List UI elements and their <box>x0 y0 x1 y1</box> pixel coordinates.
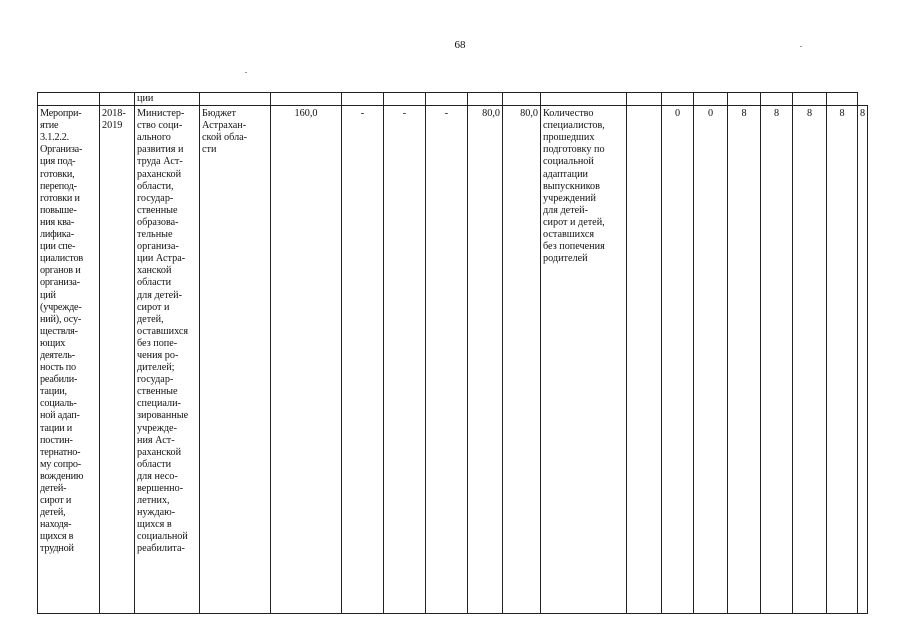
target-value-cell: 8 <box>827 106 858 614</box>
event-name-line: циалистов <box>40 253 83 265</box>
executor-line: дителей; <box>137 362 175 374</box>
event-name-line: детей, <box>40 507 66 519</box>
event-name-cell <box>38 106 100 614</box>
executor-line: Министер- <box>137 108 185 120</box>
executor-line: для несо- <box>137 470 178 482</box>
cell-empty <box>728 93 761 106</box>
executor-line: детей, <box>137 313 164 325</box>
event-name-line: находя- <box>40 519 72 531</box>
executor-line: области, <box>137 180 174 192</box>
funding-source-line: Бюджет <box>202 108 237 120</box>
executor-line: социальной <box>137 531 188 543</box>
event-name-line: трудной <box>40 543 74 555</box>
executor-line: специали- <box>137 398 181 410</box>
cell-empty <box>627 93 662 106</box>
indicator-line: учреждений <box>543 192 596 204</box>
event-name-line: ность по <box>40 362 76 374</box>
finance-cell: - <box>342 106 384 614</box>
executor-line: развития и <box>137 144 184 156</box>
target-value-cell: 0 <box>694 106 728 614</box>
event-name-line: ществля- <box>40 325 78 337</box>
cell-empty <box>100 93 135 106</box>
executor-line: сирот и <box>137 301 170 313</box>
executor-line: образова- <box>137 216 179 228</box>
cell-empty <box>761 93 793 106</box>
executor-line: без попе- <box>137 337 178 349</box>
event-name-line: тации, <box>40 386 67 398</box>
indicator-line: Количество <box>543 108 594 120</box>
program-table <box>37 92 868 614</box>
event-name-line: 3.1.2.2. <box>40 132 69 144</box>
event-name-line: щихся в <box>40 531 74 543</box>
event-name-line: реабили- <box>40 374 78 386</box>
event-name-line: Организа- <box>40 144 83 156</box>
table-continuation-row <box>38 93 868 106</box>
indicator-cell <box>541 106 627 614</box>
finance-cell: - <box>426 106 468 614</box>
executor-line: оставшихся <box>137 325 189 337</box>
event-source-cell <box>200 106 271 614</box>
executor-line: летних, <box>137 495 170 507</box>
executor-line: вершенно- <box>137 483 184 494</box>
funding-source-line: сти <box>202 144 217 156</box>
cell-empty <box>384 93 426 106</box>
executor-line: нуждаю- <box>137 507 176 519</box>
indicator-line: прошедших <box>543 132 595 144</box>
executor-line: реабилита- <box>137 543 185 555</box>
event-name-line: Меропри- <box>40 108 82 120</box>
cell-empty <box>468 93 503 106</box>
event-name-line: ции спе- <box>40 241 76 253</box>
cell-empty <box>503 93 541 106</box>
indicator-line: родителей <box>543 253 588 265</box>
event-name-line: перепод- <box>40 180 77 192</box>
event-name-line: лифика- <box>40 229 74 241</box>
indicator-line: специалистов, <box>543 120 605 132</box>
event-name-line: ющих <box>40 337 66 349</box>
executor-line: области <box>137 277 172 289</box>
event-name-line: вождению <box>40 470 84 482</box>
table-row-event <box>38 106 868 614</box>
executor-line: труда Аст- <box>137 156 183 168</box>
executor-line: учрежде- <box>137 422 177 434</box>
event-total-cell: 160,0 <box>271 106 342 614</box>
cell-empty <box>271 93 342 106</box>
executor-line: организа- <box>137 241 179 253</box>
executor-line: чения ро- <box>137 349 179 361</box>
target-value-cell: 8 <box>761 106 793 614</box>
indicator-line: подготовку по <box>543 144 605 156</box>
executor-line: ального <box>137 132 171 144</box>
cell-empty <box>342 93 384 106</box>
executor-line: ции Астра- <box>137 253 186 265</box>
event-years-line: 2019 <box>102 120 123 132</box>
cell-empty <box>827 93 858 106</box>
finance-cell: 80,0 <box>503 106 541 614</box>
cell-empty <box>694 93 728 106</box>
target-value-cell: 8 <box>728 106 761 614</box>
target-value-cell: 8 <box>793 106 827 614</box>
event-name-line: ций <box>40 289 56 301</box>
executor-line: государ- <box>137 374 174 386</box>
event-name-line: тернатно- <box>40 446 81 458</box>
finance-cell: 80,0 <box>468 106 503 614</box>
executor-line: ственные <box>137 204 178 216</box>
event-name-line: му сопро- <box>40 458 81 470</box>
event-name-line: ния ква- <box>40 216 75 228</box>
cell-empty <box>541 93 627 106</box>
event-name-line: организа- <box>40 277 80 289</box>
event-name-line: (учрежде- <box>40 301 82 313</box>
event-name-line: повыше- <box>40 204 77 216</box>
indicator-line: социальной <box>543 156 594 168</box>
scan-speck <box>245 72 247 73</box>
executor-line: ственные <box>137 386 178 398</box>
event-name-line: детей- <box>40 483 67 494</box>
event-name-line: готовки и <box>40 192 80 204</box>
event-name-line: органов и <box>40 265 81 277</box>
indicator-line: оставшихся <box>543 229 595 241</box>
event-name-line: постин- <box>40 434 73 446</box>
finance-cell: - <box>384 106 426 614</box>
executor-line: ханской <box>137 265 172 277</box>
executor-line: государ- <box>137 192 174 204</box>
event-name-line: деятель- <box>40 349 75 361</box>
funding-source-line: Астрахан- <box>202 120 247 132</box>
continuation-text: ции <box>135 93 200 106</box>
event-years-line: 2018- <box>102 108 126 120</box>
target-value-cell: 8 <box>858 106 868 614</box>
indicator-line: для детей- <box>543 204 589 216</box>
executor-line: зированные <box>137 410 189 422</box>
event-name-line: готовки, <box>40 168 75 180</box>
executor-line: области <box>137 458 172 470</box>
event-name-line: тации и <box>40 422 73 434</box>
indicator-line: сирот и детей, <box>543 216 605 228</box>
indicator-line: адаптации <box>543 168 588 180</box>
executor-line: ство соци- <box>137 120 183 132</box>
indicator-line: выпускников <box>543 180 600 192</box>
cell-empty <box>793 93 827 106</box>
funding-source-line: ской обла- <box>202 132 248 144</box>
event-name-line: сирот и <box>40 495 72 507</box>
cell-empty <box>200 93 271 106</box>
indicator-line: без попечения <box>543 241 605 253</box>
cell-empty <box>662 93 694 106</box>
event-name-line: ний), осу- <box>40 313 82 325</box>
page-number: 68 <box>454 39 466 51</box>
executor-line: раханской <box>137 446 182 458</box>
event-name-line: ятие <box>40 120 59 132</box>
executor-line: ния Аст- <box>137 434 175 446</box>
executor-line: тельные <box>137 229 173 241</box>
event-years-cell <box>100 106 135 614</box>
executor-line: раханской <box>137 168 182 180</box>
event-name-line: ция под- <box>40 156 76 168</box>
event-executor-cell <box>135 106 200 614</box>
cell-empty <box>627 106 662 614</box>
scan-speck <box>800 46 802 47</box>
cell-empty <box>38 93 100 106</box>
target-value-cell: 0 <box>662 106 694 614</box>
executor-line: щихся в <box>137 519 172 531</box>
event-name-line: социаль- <box>40 398 77 410</box>
executor-line: для детей- <box>137 289 183 301</box>
event-name-line: ной адап- <box>40 410 80 422</box>
cell-empty <box>426 93 468 106</box>
